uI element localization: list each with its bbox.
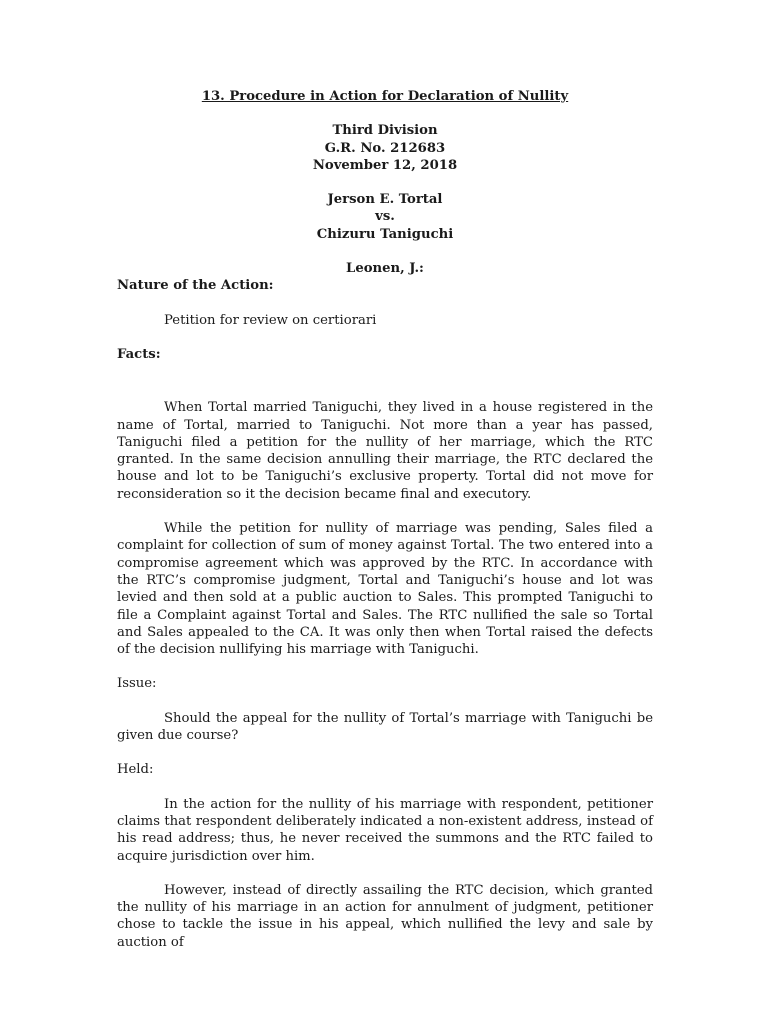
held-paragraph-2: However, instead of directly assailing the RTC decision, which granted the nullity of his marriage in an action for annulment of judgment, petitioner chose to tackle the issue in his appeal, which nullified the levy and sale by auction of [117,882,653,950]
ponente: Leonen, J.: [346,261,424,277]
issue-text: Should the appeal for the nullity of Tortal’s marriage with Taniguchi be given due course? [117,710,653,744]
facts-paragraph-1: When Tortal married Taniguchi, they lived in a house registered in the name of Tortal, married to Taniguchi. Not more than a year has passed, Taniguchi filed a petition for the nullity of her marriage, which the RTC granted. In the same decision annulling their marriage, the RTC declared the house and lot to be Taniguchi’s exclusive property. Tortal did not move for reconsideration so it the decision became final and executory. [117,400,653,502]
held-paragraph-1: In the action for the nullity of his marriage with respondent, petitioner claims that respondent deliberately indicated a non-existent address, instead of his read address; thus, he never received the summons and the RTC failed to acquire jurisdiction over him. [117,796,653,864]
petitioner-name: Jerson E. Tortal [327,192,443,208]
issue-heading: Issue: [117,676,157,692]
document-title: 13. Procedure in Action for Declaration of Nullity [201,89,569,104]
nature-text: Petition for review on certiorari [164,312,377,328]
facts-paragraph-2: While the petition for nullity of marriage was pending, Sales filed a complaint for collection of sum of money against Tortal. The two entered into a compromise agreement which was approved by the RTC. In accordance with the RTC’s compromise judgment, Tortal and Taniguchi’s house and lot was levied and then sold at a public auction to Sales. This prompted Taniguchi to file a Complaint against Tortal and Sales. The RTC nullified the sale so Tortal and Sales appealed to the CA. It was only then when Tortal raised the defects of the decision nullifying his marriage with Taniguchi. [117,521,653,658]
decision-date: November 12, 2018 [312,157,458,173]
nature-heading: Nature of the Action: [117,278,274,294]
facts-heading: Facts: [117,346,161,362]
gr-number: G.R. No. 212683 [324,140,446,156]
division: Third Division [332,123,438,139]
versus: vs. [375,209,395,225]
held-heading: Held: [117,762,154,778]
respondent-name: Chizuru Taniguchi [316,226,454,242]
